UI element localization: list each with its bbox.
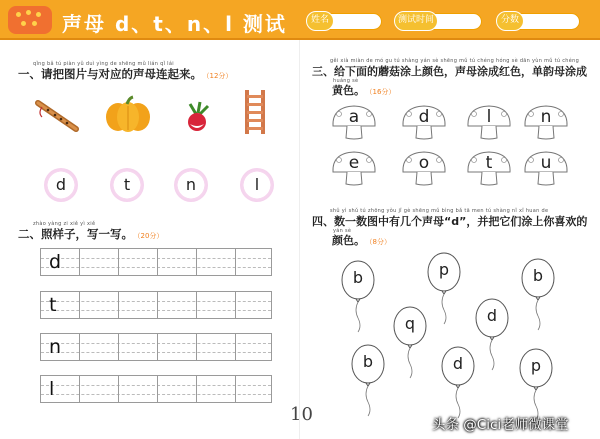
letter-circle-t[interactable] (110, 168, 144, 202)
writing-row-t[interactable] (40, 291, 272, 319)
example-letter-t: t (49, 294, 57, 316)
section3-title-2 (332, 82, 395, 98)
example-letter-n: n (49, 336, 62, 358)
ladder-icon (242, 89, 268, 135)
writing-row-d[interactable] (40, 248, 272, 276)
example-letter-d: d (49, 251, 62, 273)
balloon-b[interactable] (340, 260, 376, 334)
balloon-letter: b (362, 352, 374, 371)
balloon-d[interactable] (440, 346, 476, 420)
section4-title: 四、数一数图中有几个声母“d”，并把它们涂上你喜欢的 (312, 215, 588, 228)
balloon-p[interactable] (518, 348, 554, 422)
section4-pinyin-2: yán sè (333, 228, 352, 234)
section4-title2-text: 颜色。 (332, 234, 365, 247)
balloon-q[interactable] (392, 306, 428, 380)
watermark: 头条 @Cici老师微课堂 (432, 417, 569, 433)
mushroom-u[interactable] (522, 150, 570, 186)
score-label: 分数 (496, 11, 524, 31)
balloon-b[interactable] (520, 258, 556, 332)
writing-row-l[interactable] (40, 375, 272, 403)
test-time-label: 测试时间 (394, 11, 438, 31)
balloon-letter: b (352, 268, 364, 287)
letter-n: n (185, 175, 197, 194)
page-divider (299, 40, 300, 439)
section3-title2-text: 黄色。 (332, 84, 365, 97)
radish-icon (180, 100, 216, 134)
writing-row-n[interactable] (40, 333, 272, 361)
mushroom-a[interactable] (330, 104, 378, 140)
mushroom-l[interactable] (465, 104, 513, 140)
balloon-letter: p (438, 260, 450, 279)
balloon-letter: p (530, 356, 542, 375)
section1-score: （12分） (206, 72, 233, 80)
section2-pinyin: zhào yàng zi xiě yì xiě (33, 221, 96, 227)
example-letter-l: l (49, 378, 55, 400)
mushroom-letter: l (486, 107, 492, 127)
section3-pinyin-2: huáng sè (333, 78, 359, 84)
balloon-letter: q (404, 314, 416, 333)
flute-icon (32, 97, 82, 135)
section1-pinyin: qǐng bǎ tú piàn yǔ duì yìng de shēng mǔ lián qǐ lái (33, 61, 174, 67)
letter-l: l (254, 175, 260, 194)
section4-score: （8分） (369, 238, 391, 246)
section3-pinyin: gěi xià miàn de mó gu tú shàng yán sè shēng mǔ tú chéng hóng sè dān yùn mǔ tú chéng (330, 58, 580, 64)
mushroom-letter: o (418, 153, 430, 173)
balloon-b[interactable] (350, 344, 386, 418)
section2-score: （20分） (137, 232, 164, 240)
letter-circle-d[interactable] (44, 168, 78, 202)
balloon-letter: d (452, 354, 464, 373)
section2-title (18, 226, 163, 242)
balloon-p[interactable] (426, 252, 462, 326)
balloon-d[interactable] (474, 298, 510, 372)
section2-title-text: 二、照样子，写一写。 (18, 227, 133, 241)
section3-title: 三、给下面的蘑菇涂上颜色，声母涂成红色，单韵母涂成 (312, 65, 587, 78)
balloon-letter: b (532, 266, 544, 285)
mushroom-n[interactable] (522, 104, 570, 140)
section1-title (18, 66, 232, 82)
name-label: 姓名 (306, 11, 334, 31)
mushroom-letter: u (540, 153, 552, 173)
section3-score: （16分） (369, 88, 396, 96)
page-number: 10 (290, 404, 313, 425)
mushroom-d[interactable] (400, 104, 448, 140)
page-title: 声母 d、t、n、l 测试 (62, 12, 287, 36)
section4-title-2 (332, 232, 391, 248)
letter-d: d (55, 175, 67, 194)
mushroom-o[interactable] (400, 150, 448, 186)
logo-badge (8, 6, 52, 34)
letter-t: t (123, 175, 131, 194)
mushroom-letter: t (485, 153, 493, 173)
mushroom-t[interactable] (465, 150, 513, 186)
mushroom-letter: n (540, 107, 552, 127)
mushroom-e[interactable] (330, 150, 378, 186)
pumpkin-icon (104, 94, 152, 134)
mushroom-letter: e (348, 153, 360, 173)
letter-circle-l[interactable] (240, 168, 274, 202)
balloon-letter: d (486, 306, 498, 325)
letter-circle-n[interactable] (174, 168, 208, 202)
page-header (0, 0, 600, 40)
mushroom-letter: a (348, 107, 360, 127)
section4-pinyin: shǔ yì shǔ tú zhōng yǒu jǐ gè shēng mǔ bìng bǎ tā men tú shàng nǐ xǐ huan de (330, 208, 549, 214)
mushroom-letter: d (418, 107, 430, 127)
section1-title-text: 一、请把图片与对应的声母连起来。 (18, 67, 202, 81)
